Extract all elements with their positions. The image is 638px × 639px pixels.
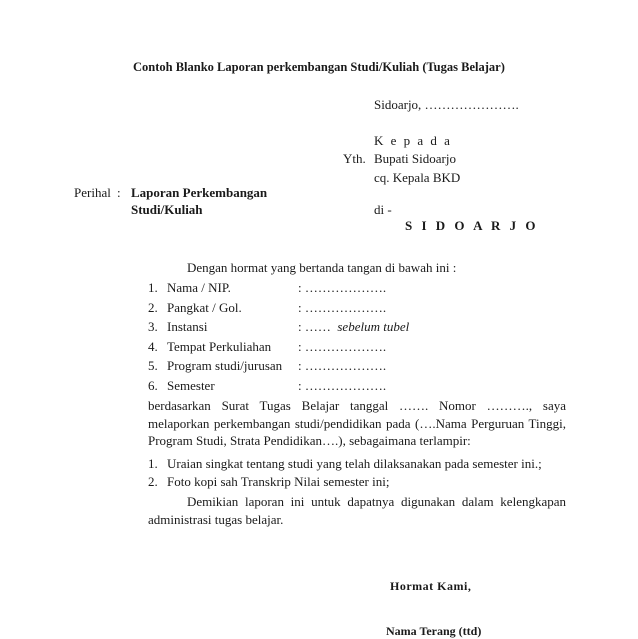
field-value-tempat: : ………………. bbox=[298, 339, 387, 354]
field-value-pangkat: : ………………. bbox=[298, 300, 387, 315]
field-value-semester: : ………………. bbox=[298, 378, 387, 393]
field-label-instansi: Instansi bbox=[167, 319, 208, 334]
attachment-number: 2. bbox=[148, 474, 158, 489]
field-value-instansi-dots: : …… bbox=[298, 319, 331, 334]
field-number: 3. bbox=[148, 319, 158, 334]
field-label-semester: Semester bbox=[167, 378, 215, 393]
perihal-line-1: Laporan Perkembangan bbox=[131, 185, 268, 200]
signature-name: Nama Terang (ttd) bbox=[386, 624, 482, 638]
perihal-label: Perihal bbox=[74, 185, 111, 200]
field-value-nama: : ………………. bbox=[298, 280, 387, 295]
field-number: 2. bbox=[148, 300, 158, 315]
field-note-instansi: sebelum tubel bbox=[337, 319, 410, 334]
place-date: Sidoarjo, …………………. bbox=[374, 97, 519, 112]
greeting: Dengan hormat yang bertanda tangan di bawah ini : bbox=[187, 260, 457, 275]
document-title: Contoh Blanko Laporan perkembangan Studi/Kuliah (Tugas Belajar) bbox=[133, 60, 505, 74]
body-paragraph: berdasarkan Surat Tugas Belajar tanggal ……. Nomor ………., saya melaporkan perkembangan studi/pendidikan pada (….Nama Perguruan Tinggi, Program Studi, Strata Pendidikan….), sebagaimana terlampir: bbox=[148, 398, 566, 448]
field-value-instansi bbox=[298, 319, 409, 335]
perihal-line-2: Studi/Kuliah bbox=[131, 202, 203, 217]
closing-paragraph: Demikian laporan ini untuk dapatnya digunakan dalam kelengkapan administrasi tugas belajar. bbox=[148, 494, 566, 527]
field-label-program: Program studi/jurusan bbox=[167, 358, 283, 373]
field-number: 5. bbox=[148, 358, 158, 373]
field-number: 4. bbox=[148, 339, 158, 354]
field-value-program: : ………………. bbox=[298, 358, 387, 373]
field-label-pangkat: Pangkat / Gol. bbox=[167, 300, 242, 315]
kepada-label: K e p a d a bbox=[374, 133, 452, 148]
di-label: di - bbox=[374, 202, 392, 217]
field-number: 1. bbox=[148, 280, 158, 295]
recipient: Bupati Sidoarjo bbox=[374, 151, 456, 166]
field-number: 6. bbox=[148, 378, 158, 393]
attachment-number: 1. bbox=[148, 456, 158, 471]
field-label-nama: Nama / NIP. bbox=[167, 280, 231, 295]
attachment-item: Foto kopi sah Transkrip Nilai semester ini; bbox=[167, 474, 390, 489]
perihal-colon: : bbox=[117, 185, 121, 200]
field-label-tempat: Tempat Perkuliahan bbox=[167, 339, 272, 354]
city: S I D O A R J O bbox=[405, 218, 539, 233]
yth-label: Yth. bbox=[343, 151, 366, 166]
closing-salutation: Hormat Kami, bbox=[390, 579, 472, 593]
recipient-cq: cq. Kepala BKD bbox=[374, 170, 461, 185]
attachment-item: Uraian singkat tentang studi yang telah dilaksanakan pada semester ini.; bbox=[167, 456, 542, 471]
